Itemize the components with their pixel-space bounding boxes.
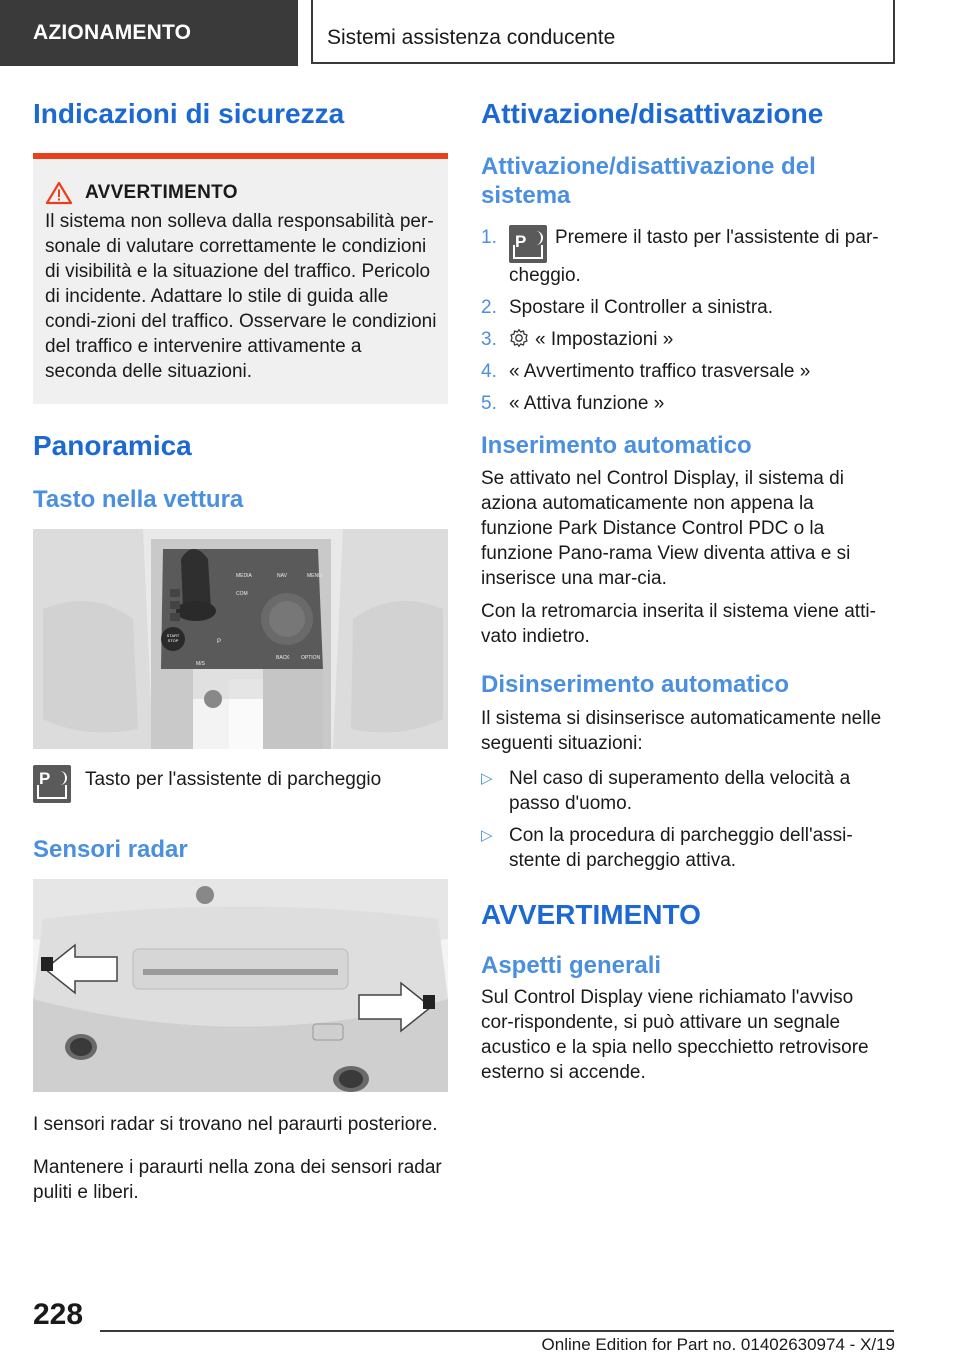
heading-system-activation: Attivazione/disattivazione del sistema — [481, 153, 816, 209]
page-header — [0, 0, 960, 66]
heading-auto-on: Inserimento automatico — [481, 431, 752, 459]
auto-off-list — [481, 766, 889, 873]
chapter-title: Sistemi assistenza conducente — [311, 0, 895, 64]
warning-box — [33, 153, 448, 404]
button-caption: Tasto per l'assistente di parcheggio — [85, 769, 382, 790]
console-label-com: COM — [236, 591, 248, 597]
console-label-start: START STOP — [166, 633, 180, 643]
console-label-menu: MENU — [307, 573, 322, 579]
heading-safety: Indicazioni di sicurezza — [33, 98, 345, 129]
step-item: 2. Spostare il Controller a sinistra. — [481, 296, 773, 318]
page-number: 228 — [33, 1298, 84, 1331]
activation-steps — [481, 225, 889, 416]
heading-radar-sensors: Sensori radar — [33, 836, 188, 863]
list-item: ▷ Nel caso di superamento della velocità a passo d'uomo. — [481, 768, 851, 815]
section-tab: AZIONAMENTO — [0, 0, 298, 66]
heading-overview: Panoramica — [33, 430, 192, 461]
triangle-bullet-icon: ▷ — [481, 827, 493, 845]
left-sensor-arrow — [41, 939, 121, 999]
step-text: Premere il tasto per l'assistente di par-cheggio. — [509, 226, 879, 286]
console-photo — [33, 529, 448, 749]
parking-assistant-icon: P — [509, 225, 547, 263]
heading-button-in-car: Tasto nella vettura — [33, 486, 244, 513]
console-label-back: BACK — [276, 655, 290, 661]
auto-off-paragraph: Il sistema si disinserisce automaticamente nelle seguenti situazioni: — [481, 708, 882, 755]
right-column — [481, 96, 889, 1085]
console-label-gear-p: P — [217, 639, 222, 645]
rear-bumper-photo — [33, 879, 448, 1092]
footer-divider — [100, 1330, 894, 1332]
step-item: 4. « Avvertimento traffico trasversale » — [481, 360, 811, 382]
radar-paragraph-1: I sensori radar si trovano nel paraurti posteriore. — [33, 1114, 438, 1135]
settings-gear-icon — [509, 328, 529, 348]
heading-auto-off: Disinserimento automatico — [481, 671, 790, 699]
button-legend — [33, 765, 448, 803]
warning-triangle-icon — [45, 181, 73, 205]
step-text: « Avvertimento traffico trasversale » — [509, 360, 811, 382]
warning-title: AVVERTIMENTO — [85, 182, 238, 203]
list-item: ▷ Con la procedura di parcheggio dell'assi-stente di parcheggio attiva. — [481, 825, 853, 872]
auto-on-paragraph-2: Con la retromarcia inserita il sistema viene atti-vato indietro. — [481, 601, 876, 648]
footer-edition: Online Edition for Part no. 01402630974 - X/19 — [541, 1335, 895, 1354]
heading-activation: Attivazione/disattivazione — [481, 98, 824, 129]
step-text: « Attiva funzione » — [509, 392, 665, 414]
auto-on-paragraph-1: Se attivato nel Control Display, il sistema di aziona automaticamente non appena la funzione Park Distance Control PDC o la funzione Pano-rama View diventa attiva e si inserisce una mar-cia. — [481, 468, 851, 590]
heading-warning: AVVERTIMENTO — [481, 899, 701, 931]
parking-assistant-icon: P — [33, 765, 71, 803]
console-label-gear-mode: M/S — [196, 661, 205, 667]
general-paragraph: Sul Control Display viene richiamato l'avviso cor-rispondente, si può attivare un segnale acustico e la spia nello specchietto retrovisore esterno si accende. — [481, 986, 869, 1083]
triangle-bullet-icon: ▷ — [481, 770, 493, 788]
right-sensor-arrow — [355, 977, 435, 1037]
step-text: « Impostazioni » — [535, 328, 674, 350]
heading-general: Aspetti generali — [481, 952, 662, 980]
left-column — [33, 96, 448, 1205]
step-item: 3. « Impostazioni » — [481, 328, 674, 350]
console-label-nav: NAV — [277, 573, 287, 579]
step-item: 1. P Premere il tasto per l'assistente di par-cheggio. — [481, 226, 879, 286]
console-label-media: MEDIA — [236, 573, 252, 579]
warning-text: Il sistema non solleva dalla responsabilità per-sonale di valutare correttamente le condizioni di visibilità e la situazione del traffico. Pericolo di incidente. Adattare lo stile di guida alle condi-zioni del traffico. Osservare le condizioni del traffico e intervenire attivamente a seconda delle situazioni. — [45, 211, 437, 382]
console-label-option: OPTION — [301, 655, 321, 661]
step-text: Spostare il Controller a sinistra. — [509, 296, 773, 318]
step-item: 5. « Attiva funzione » — [481, 392, 665, 414]
radar-paragraph-2: Mantenere i paraurti nella zona dei sensori radar puliti e liberi. — [33, 1157, 442, 1203]
